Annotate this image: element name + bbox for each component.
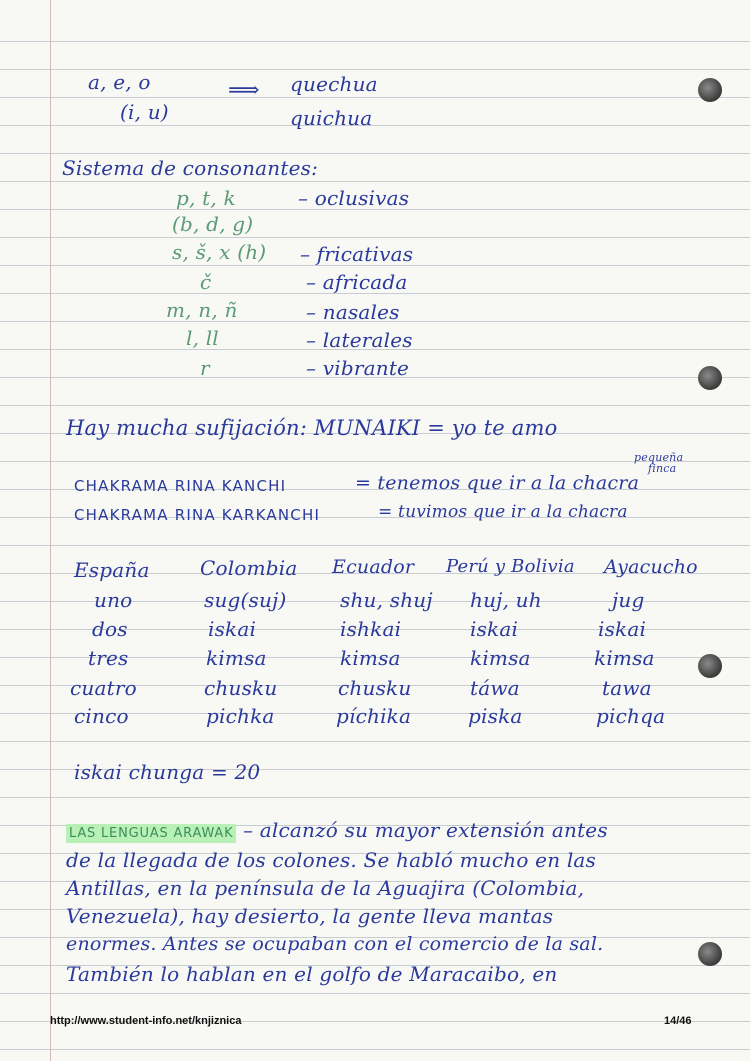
vowels-line-2: (i, u) [120,100,169,124]
chakra-line-2-caps: CHAKRAMA RINA KARKANCHI [74,506,321,524]
binder-hole [698,654,722,678]
vowels-line-1: a, e, o [88,70,151,94]
table-cell: tawa [602,676,652,700]
table-cell: chusku [204,676,278,700]
arawak-line: Antillas, en la península de la Aguajira (Colombia, [66,876,585,900]
table-cell: iskai [208,617,257,641]
consonant-label: – africada [306,270,408,294]
consonant-label: – nasales [306,300,400,324]
table-cell: kimsa [206,646,267,670]
table-cell: cinco [74,704,129,728]
chakra-line-1-caps: CHAKRAMA RINA KANCHI [74,477,287,495]
arawak-text: – alcanzó su mayor extensión antes [242,818,608,842]
footer-page-number: 14/46 [664,1015,692,1027]
consonant-label: – fricativas [300,242,414,266]
table-cell: ishkai [340,617,402,641]
table-cell: pichqa [596,704,666,728]
table-cell: tres [88,646,129,670]
sufijacion-line: Hay mucha sufijación: MUNAIKI = yo te amo [66,416,558,440]
margin-note: finca [648,462,677,475]
consonant-sounds: s, š, x (h) [172,240,267,264]
chakra-line-2-rest: = tuvimos que ir a la chacra [378,502,628,522]
table-cell: sug(suj) [204,588,287,612]
table-header: Ayacucho [604,556,698,578]
table-cell: shu, shuj [340,588,433,612]
arawak-highlight: LAS LENGUAS ARAWAK [66,824,236,843]
consonants-heading: Sistema de consonantes: [62,156,319,180]
table-cell: huj, uh [470,588,542,612]
consonant-sounds: r [200,356,210,380]
table-cell: kimsa [470,646,531,670]
binder-hole [698,366,722,390]
vowels-word-1: quechua [290,72,378,96]
table-cell: piska [468,704,523,728]
margin-note: pequeña [634,451,684,464]
consonant-sounds: m, n, ñ [166,298,238,322]
consonant-sounds: l, ll [186,326,219,350]
table-cell: iskai [598,617,647,641]
footer-url: http://www.student-info.net/knjiznica [50,1015,242,1027]
table-cell: píchika [336,704,412,728]
margin-line [50,0,51,1061]
table-cell: táwa [470,676,520,700]
table-cell: kimsa [340,646,401,670]
consonant-sounds: p, t, k [176,186,236,210]
chakra-line-1-rest: = tenemos que ir a la chacra [355,472,640,494]
table-cell: cuatro [70,676,137,700]
consonant-sounds: (b, d, g) [172,212,254,236]
table-cell: pichka [206,704,275,728]
arawak-line: de la llegada de los colones. Se habló mucho en las [66,848,597,872]
table-cell: iskai [470,617,519,641]
table-cell: kimsa [594,646,655,670]
consonant-label: – vibrante [306,356,410,380]
binder-hole [698,942,722,966]
table-cell: jug [612,588,645,612]
iskai-chunga-line: iskai chunga = 20 [74,760,261,784]
consonant-sounds: č [200,270,212,294]
arawak-line [66,818,608,842]
consonant-label: – oclusivas [298,186,410,210]
consonant-label: – laterales [306,328,413,352]
table-cell: dos [92,617,128,641]
arawak-line: Venezuela), hay desierto, la gente lleva mantas [66,904,554,928]
arrow-icon: ⟹ [228,78,260,103]
arawak-line: enormes. Antes se ocupaban con el comercio de la sal. [66,933,604,955]
table-cell: chusku [338,676,412,700]
table-header: Perú y Bolivia [446,556,575,577]
binder-hole [698,78,722,102]
table-header: Colombia [200,556,298,580]
arawak-line: También lo hablan en el golfo de Maracaibo, en [66,962,558,986]
vowels-word-2: quichua [290,106,373,130]
table-cell: uno [94,588,133,612]
table-header: España [74,558,150,582]
table-header: Ecuador [332,556,415,578]
